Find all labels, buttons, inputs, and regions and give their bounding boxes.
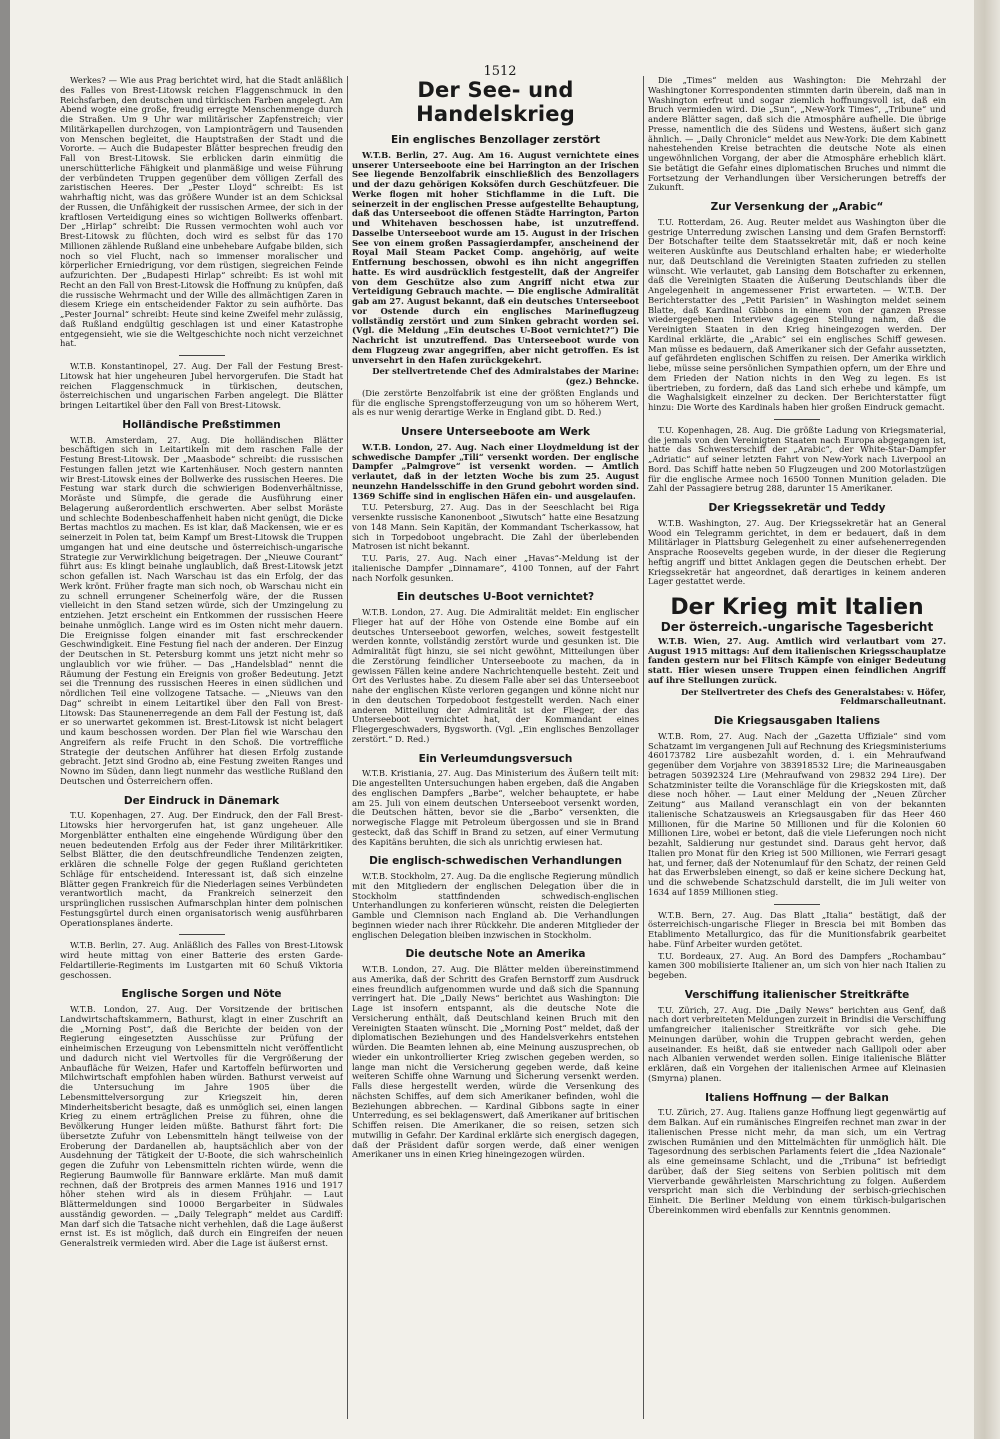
separator bbox=[774, 904, 820, 905]
section-title: Der See- und Handelskrieg bbox=[416, 78, 575, 126]
article-heading: Unsere Unterseeboote am Werk bbox=[400, 426, 591, 438]
column-rule bbox=[643, 76, 644, 1419]
article-heading: Zur Versenkung der „Arabic“ bbox=[710, 201, 884, 213]
article-heading: Ein englisches Benzollager zerstört bbox=[391, 134, 600, 146]
article-text: T.U. Zürich, 27. Aug. Italiens ganze Hoffnung liegt gegenwärtig auf dem Balkan. Auf ein rumänisches Eingreifen rechnet man zwar in der italienischen Presse nicht mehr, da man sich, um ein Vertrag zwischen Rumänien und den Mittelmächten für unmöglich hält. Die Tagesordnung des serbischen Parlaments feiert die „Idea Nazionale“ als eine gemeinsame Schlacht, und die „Tribuna“ ist befriedigt darüber, daß der Sieg seitens von Serbien politisch mit dem Vierverbande gewährleisten Marschrichtung zu folgen. Außerdem verspricht man sich die Verbindung der serbisch-griechischen Einheit. Die Berliner Meldung von einem türkisch-bulgarischen Übereinkommen wird ebenfalls zur Kenntnis genommen. bbox=[648, 1107, 946, 1215]
article-text: T.U. Paris, 27. Aug. Nach einer „Havas“-Meldung ist der italienische Dampfer „Dinnamare“, 4100 Tonnen, auf der Fahrt nach Norfolk gesunken. bbox=[352, 553, 639, 583]
column-left bbox=[60, 76, 343, 1427]
article-text: W.T.B. Kristiania, 27. Aug. Das Ministerium des Äußern teilt mit: Die angestellten Untersuchungen haben ergeben, daß die Angaben des englischen Dampfers „Barbe“, welcher behauptete, er habe am 25. Juli von einem deutschen Unterseeboot versenkt worden, die Deutschen hätten, bevor sie die „Barbo“ versenkten, die norwegische Flagge mit Petroleum übergossen und sie in Brand gesteckt, daß das Schiff in Brand zu setzen, auf einer Vermutung des Kapitäns beruhten, die sich als unrichtig erwiesen hat. bbox=[352, 768, 639, 847]
article-heading: Ein deutsches U-Boot vernichtet? bbox=[396, 591, 595, 604]
signature: Der Stellvertreter des Chefs des Generalstabes: v. Höfer, Feldmarschalleutnant. bbox=[680, 686, 946, 707]
section-title: Der Krieg mit Italien bbox=[670, 595, 924, 620]
article-text: Die „Times“ melden aus Washington: Die Mehrzahl der Washingtoner Korrespondenten stimmten darin überein, daß man in Washington erfreut und sogar ziemlich hoffnungsvoll ist, daß ein Bruch vermieden wird. Die „Sun“, „New-York Times“, „Tribune“ und andere Blätter sagen, daß sich die Atmosphäre aufhelle. Die übrige Presse, namentlich die des Südens und Westens, äußert sich ganz ähnlich. — „Daily Chronicle“ meldet aus New-York: Die dem Kabinett nahestehenden Kreise betrachten die deutsche Note als einen ungewöhnlichen Vorgang, der aber die Atmosphäre erheblich klärt. Sie betätigt die Gefahr eines diplomatischen Bruches und nimmt die Fortsetzung der Verhandlungen über Versicherungen betreffs der Zukunft. bbox=[648, 76, 946, 193]
article-text: W.T.B. Amsterdam, 27. Aug. Die holländischen Blätter beschäftigen sich in Leitartikeln mit dem raschen Falle der Festung Brest-Litowsk. Der „Maasbode“ schreibt: die russischen Festungen fallen jetzt wie Kartenhäuser. Noch gestern nannten wir Brest-Litowsk eines der Bollwerke des russischen Heeres. Die Festung war stark durch die schwierigen Bodenverhältnisse, Moräste und Sümpfe, die gerade die Ausführung einer Belagerung außerordentlich erschwerten. Aber selbst Moräste und schlechte Bodenbeschaffenheit haben nicht genügt, die Dicke Bertas machtlos zu machen. Es ist klar, daß Mackensen, wie er es seinerzeit in Polen tat, beim Kampf um Brest-Litowsk die Truppen umgangen hat und eine deutsche und österreichisch-ungarische Strategie zur Verwirklichung beigetragen. Der „Nieuwe Courant“ führt aus: Es klingt beinahe unglaublich, daß Brest-Litowsk jetzt schon gefallen ist. Nach Warschau ist das ein Erfolg, der das Werk krönt. Früher fragte man sich noch, ob Warschau nicht ein zu schnell errungener Scheinerfolg wäre, der die Russen vielleicht in den Stand setzen würde, sich der Umzingelung zu entziehen. Jetzt erscheint ein Entkommen der russischen Heere beinahe unmöglich. Lange wird es im Osten nicht mehr dauern. Die Ereignisse folgen einander mit fast erschreckender Geschwindigkeit. Eine Festung fiel nach der anderen. Der Einzug der Deutschen in St. Petersburg kommt uns jetzt nicht mehr so unglaublich vor wie früher. — Das „Handelsblad“ nennt die Räumung der Festung ein Ereignis von großer Bedeutung. Jetzt sei die Trennung des russischen Heeres in einen südlichen und nördlichen Teil eine vollzogene Tatsache. — „Nieuws van den Dag“ schreibt in einem Leitartikel über den Fall von Brest-Litowsk: Das Staunenerregende an dem Fall der Festung ist, daß er so unerwartet gekommen ist. Brest-Litowsk ist nicht belagert und kaum beschossen worden. Der Plan fiel wie Warschau den Angreifern als reife Frucht in den Schoß. Die vortreffliche Strategie der deutschen Anführer hat diesen Erfolg zustande gebracht. Jetzt sind Grodno ab, eine Festung zweiten Ranges und Nowno im Süden, dann liegt nunmehr das westliche Rußland den Deutschen und Österreichern offen. bbox=[60, 434, 343, 786]
scan-edge-left bbox=[0, 0, 10, 1439]
article-heading: Der Eindruck in Dänemark bbox=[123, 794, 280, 807]
separator bbox=[179, 934, 225, 935]
article-heading: Die englisch-schwedischen Verhandlungen bbox=[369, 855, 622, 868]
article-text: W.T.B. Berlin, 27. Aug. Am 16. August vernichtete eines unserer Unterseeboote eine bei Harrington an der Irischen See liegende Benzolfabrik einschließlich des Benzollagers und der dazu gehörigen Koksöfen durch Geschützfeuer. Die Werke flogen mit hoher Stichflamme in die Luft. Die seinerzeit in der englischen Presse aufgestellte Behauptung, daß das Unterseeboot die offenen Städte Harrington, Parton und Whitehaven beschossen habe, ist unzutreffend. Dasselbe Unterseeboot wurde am 15. August in der Irischen See von einem großen Passagierdampfer, anscheinend der Royal Mail Steam Packet Comp. angehörig, auf weite Entfernung beschossen, obwohl es ihn nicht angegriffen hatte. Es wird ausdrücklich festgestellt, daß der Angreifer von dem Geschütze also zum Angriff nicht etwa zur Verteidigung Gebrauch machte. — Die englische Admiralität gab am 27. August bekannt, daß ein deutsches Unterseeboot vor Ostende durch ein englisches Marineflugzeug vollständig zerstört und zum Sinken gebracht worden sei. (Vgl. die Meldung „Ein deutsches U-Boot vernichtet?“) Die Nachricht ist unzutreffend. Das Unterseeboot wurde von dem Flugzeug zwar angegriffen, aber nicht getroffen. Es ist unversehrt in den Hafen zurückgekehrt. bbox=[352, 149, 639, 365]
article-text: W.T.B. Washington, 27. Aug. Der Kriegssekretär hat an General Wood ein Telegramm gerichtet, in dem er bedauert, daß in dem Militärlager in Plattsburg Gelegenheit zu einer aufsehenerregenden Ansprache Roosevelts gegeben wurde, in der dieser die Regierung heftig angriff und bittet Anklagen gegen die Deutschen erhebt. Der Kriegssekretär hat angeordnet, daß derartiges in keinem anderen Lager gestattet werde. bbox=[648, 517, 946, 587]
article-heading: Englische Sorgen und Nöte bbox=[121, 988, 282, 1001]
article-text: T.U. Petersburg, 27. Aug. Das in der Seeschlacht bei Riga versenkte russische Kanonenboot „Siwutsch“ hatte eine Besatzung von 148 Mann. Sein Kapitän, der Kommandant Tscherkassow, hat sich in Torpedoboot ungebracht. Die Zahl der überlebenden Matrosen ist nicht bekannt. bbox=[352, 502, 639, 552]
article-heading: Verschiffung italienischer Streitkräfte bbox=[684, 988, 910, 1001]
article-text: Werkes? — Wie aus Prag berichtet wird, hat die Stadt anläßlich des Falles von Brest-Litowsk reichen Flaggenschmuck in den Reichsfarben, den deutschen und türkischen Farben angelegt. Am Abend wogte eine große, freudig erregte Menschenmenge durch die Straßen. Um 9 Uhr war militärischer Zapfenstreich; vier Militärkapellen durchzogen, von Lampionträgern und Tausenden von Menschen begleitet, die Hauptstraßen der Stadt und die Vororte. — Auch die Budapester Blätter besprechen freudig den Fall von Brest-Litowsk. Sie erblicken darin einmütig die unerschütterliche Fähigkeit und planmäßige und weise Führung der verbündeten Truppen gegenüber dem völligen Zerfall des zaristischen Heeres. Der „Pester Lloyd“ schreibt: Es ist wahrhaftig nicht, was das größere Wunder ist an dem Schicksal der Russen, die Unfähigkeit der russischen Armee, der sich in der kraftlosen Verteidigung eines so wichtigen Bollwerks offenbart. Der „Hirlap“ schreibt: Die Russen vermochten wohl auch vor Brest-Litowsk zu flüchten, doch wird es selbst für das 170 Millionen zählende Rußland eine unbehebare Aufgabe bilden, sich noch so viel Flucht, nach so immenser moralischer und körperlicher Erniedrigung, vor dem rüstigen, siegreichen Feinde aufzurichten. Der „Budapesti Hirlap“ schreibt: Es ist wohl mit Recht an den Fall von Brest-Litowsk die Hoffnung zu knüpfen, daß die russische Wehrmacht und der Wille des allmächtigen Zaren in diesem Kriege ein entscheidender Faktor zu sein aufhörte. Das „Pester Journal“ schreibt: Heute sind keine Zweifel mehr zulässig, daß Rußland endgültig geschlagen ist und einer Katastrophe entgegensieht, wie sie die Weltgeschichte noch nicht verzeichnet hat. bbox=[60, 76, 343, 349]
article-heading: Die deutsche Note an Amerika bbox=[405, 948, 586, 961]
signature: Der stellvertretende Chef des Admiralstabes der Marine: (gez.) Behncke. bbox=[372, 366, 639, 386]
article-text: W.T.B. Bern, 27. Aug. Das Blatt „Italia“ bestätigt, daß der österreichisch-ungarische Flieger in Brescia bei mit Bomben das Etablimento Metallurgico, das für die Munitionsfabrik gearbeitet habe. Fünf Arbeiter wurden getötet. bbox=[648, 909, 946, 949]
editor-note: (Die zerstörte Benzolfabrik ist eine der größten Englands und für die englische Sprengstofferzeugung von um so höherem Wert, als es nur wenig derartige Werke in England gibt. D. Red.) bbox=[352, 387, 639, 418]
article-text: W.T.B. Stockholm, 27. Aug. Da die englische Regierung mündlich mit den Mitgliedern der englischen Delegation über die in Stockholm stattfindenden schwedisch-englischen Unterhandlungen zu konferieren wünscht, reisten die Delegierten Gamble und Clemnison nach England ab. Die Verhandlungen beginnen wieder nach ihrer Rückkehr. Die anderen Mitglieder der englischen Delegation bleiben inzwischen in Stockholm. bbox=[352, 871, 639, 940]
article-text: W.T.B. Berlin, 27. Aug. Anläßlich des Falles von Brest-Litowsk wird heute mittag von einer Batterie des ersten Garde-Feldartillerie-Regiments im Lustgarten mit 60 Schuß Viktoria geschossen. bbox=[60, 940, 343, 980]
article-subheading: Der österreich.-ungarische Tagesbericht bbox=[660, 620, 934, 634]
article-text: W.T.B. London, 27. Aug. Die Blätter melden übereinstimmend aus Amerika, daß der Schritt des Grafen Bernstorff zum Ausdruck eines freundlich aufgenommen wurde und daß sich die Spannung verringert hat. Die „Daily News“ berichtet aus Washington: Die Lage ist insofern entspannt, als die deutsche Note die Versicherung enthält, daß Deutschland keinen Bruch mit den Vereinigten Staaten wünscht. Die „Morning Post“ meldet, daß der diplomatischen Beziehungen und des Handelsverkehrs entstehen würden. Die Beamten lehnen ab, eine Meinung auszusprechen, ob wieder ein unkontrollierter Krieg zwischen gegeben werden, so lange man nicht die Versicherung gegeben werde, daß keine weiteren Schiffe ohne Warnung und Sicherung versenkt werden. Falls diese hergestellt werden, würde die Versenkung des nächsten Schiffes, auf dem sich Amerikaner befinden, wohl die Beziehungen abbrechen. — Kardinal Gibbons sagte in einer Unterredung, es sei beklagenswert, daß Amerikaner auf britischen Schiffen reisen. Die Amerikaner, die so reisen, setzen sich mutwillig in Gefahr. Der Kardinal erklärte sich energisch dagegen, daß der Präsident dafür sorgen werde, daß einer wenigen Amerikaner uns in einen Krieg hineingezogen würden. bbox=[352, 964, 639, 1160]
article-text: W.T.B. Konstantinopel, 27. Aug. Der Fall der Festung Brest-Litowsk hat hier ungeheuren Jubel hervorgerufen. Die Stadt hat reichen Flaggenschmuck in türkischen, deutschen, österreichischen und ungarischen Farben angelegt. Die Blätter bringen Leitartikel über den Fall von Brest-Litowsk. bbox=[60, 361, 343, 410]
article-text: W.T.B. Rom, 27. Aug. Nach der „Gazetta Uffiziale“ sind vom Schatzamt im vergangenen Juli auf Rechnung des Kriegsministeriums 460173782 Lire ausbezahlt worden, d. i. ein Mehraufwand gegenüber dem Vorjahre von 383918532 Lire; die Marineausgaben betragen 50392324 Lire (Mehraufwand von 29832 294 Lire). Der Schatzminister teilte die Voranschläge für die Kriegskosten mit, daß diese noch höher. — Laut einer Meldung der „Neuen Zürcher Zeitung“ aus Mailand veranschlagt ein von der bekannten italienische Schatzausweis an Kriegsausgaben für das Heer 460 Millionen, für die Marine 50 Millionen und für die Kolonien 60 Millionen Lire, wobei er betont, daß die viele Lieferungen noch nicht bezahlt, Saldierung nur gestundet sind. Daraus geht hervor, daß Italien pro Monat für den Krieg ist 500 Millionen, wie Ferrari gesagt hat, und ferner, daß der Notenumlauf für den Schatz, der reinen Geld hat das Erwerbsleben einengt, so daß er keine sichere Deckung hat, und die schwebende Schatzschuld darstellt, die im Juli weiter von 1634 auf 1859 Millionen stieg. bbox=[648, 730, 946, 897]
article-heading: Italiens Hoffnung — der Balkan bbox=[705, 1091, 889, 1104]
article-heading: Holländische Preßstimmen bbox=[122, 418, 281, 431]
article-text: W.T.B. Wien, 27. Aug. Amtlich wird verlautbart vom 27. August 1915 mittags: Auf dem italienischen Kriegsschauplatze fanden gestern nur bei Flitsch Kämpfe von einiger Bedeutung statt. Hier wiesen unsere Truppen einen feindlichen Angriff auf ihre Stellungen zurück. bbox=[648, 635, 946, 685]
column-rule bbox=[347, 76, 348, 1419]
column-right bbox=[648, 76, 946, 1427]
column-middle bbox=[352, 76, 639, 1427]
article-text: T.U. Kopenhagen, 27. Aug. Der Eindruck, den der Fall Brest-Litowsks hier hervorgerufen hat, ist ganz ungeheuer. Alle Morgenblätter enthalten eine eingehende Würdigung über den neuen bedeutenden Erfolg aus der Feder ihrer Militärkritiker. Selbst Blätter, die den deutschfreundliche Tendenzen zeigten, erklären die schnelle Folge der gegen Rußland gerichteten Schläge für entscheidend. Interessant ist, daß sich einzelne Blätter gegen Frankreich für die Niederlagen seines Verbündeten verantwortlich macht, da Frankreich seinerzeit den ursprünglichen russischen Aufmarschplan hinter dem polnischen Festungsgürtel durch einen organisatorisch wenig ausführbaren Operationsplanes änderte. bbox=[60, 810, 343, 928]
article-heading: Der Kriegssekretär und Teddy bbox=[708, 502, 886, 514]
article-heading: Die Kriegsausgaben Italiens bbox=[713, 715, 881, 727]
article-text: T.U. Zürich, 27. Aug. Die „Daily News“ berichten aus Genf, daß nach dort verbreiteten Meldungen zurzeit in Brindisi die Verschiffung umfangreicher italienischer Streitkräfte vor sich gehe. Die Meinungen darüber, wohin die Truppen gebracht werden, gehen auseinander. Es heißt, daß sie entweder nach Gallipoli oder aber nach Albanien verwendet werden sollen. Einige italienische Blätter erklären, daß ein Vorgehen der italienischen Armee auf Kleinasien (Smyrna) planen. bbox=[648, 1004, 946, 1083]
page-number: 1512 bbox=[483, 64, 517, 79]
article-text: W.T.B. London, 27. Aug. Nach einer Lloydmeldung ist der schwedische Dampfer „Tili“ versenkt worden. Der englische Dampfer „Palmgrove“ ist versenkt worden. — Amtlich verlautet, daß in der letzten Woche bis zum 25. August neunzehn Handelsschiffe in den Grund gebohrt worden sind. 1369 Schiffe sind in englischen Häfen ein- und ausgelaufen. bbox=[352, 441, 639, 501]
scan-edge-right bbox=[974, 0, 1000, 1439]
article-text: W.T.B. London, 27. Aug. Der Vorsitzende der britischen Landwirtschaftskammern, Bathurst, klagt in einer Zuschrift an die „Morning Post“, daß die Berichte der beiden von der Regierung eingesetzten Ausschüsse zur Prüfung der einheimischen Erzeugung von Lebensmitteln nicht veröffentlicht und dadurch nicht viel Wertvolles für die Vergrößerung der Anbaufläche für Weizen, Hafer und Kartoffeln befürworten und Milchwirtschaft empfohlen haben würden. Bathurst verweist auf die Untersuchung im Jahre 1905 über die Lebensmittelversorgung zur Kriegszeit hin, deren Minderheitsbericht besagte, daß es unmöglich sei, einen langen Krieg zu einem erträglichen Preise zu führen, ohne die Bevölkerung Hunger leiden müßte. Bathurst fährt fort: Die übersetzte Zufuhr von Lebensmitteln hängt teilweise von der Eroberung der Dardanellen ab, hauptsächlich aber von der Ausdehnung der Tätigkeit der U-Boote, die sich wahrscheinlich gegen die Zufuhr von Lebensmitteln richten würde, wenn die Regierung Baumwolle für Bannware erklärte. Man muß damit rechnen, daß der Brotpreis des armen Mannes 1916 und 1917 höher stehen wird als in diesem Frühjahr. — Laut Blättermeldungen sind 10000 Bergarbeiter in Südwales ausständig geworden. — „Daily Telegraph“ meldet aus Cardiff: Man darf sich die Tatsache nicht verhehlen, daß die Lage äußerst ernst ist. Es ist möglich, daß durch ein Eingreifen der neuen Generalstreik vermieden wird. Aber die Lage ist äußerst ernst. bbox=[60, 1004, 343, 1248]
separator bbox=[774, 419, 820, 420]
separator bbox=[179, 355, 225, 356]
article-text: W.T.B. London, 27. Aug. Die Admiralität meldet: Ein englischer Flieger hat auf der Höhe von Ostende eine Bombe auf ein deutsches Unterseeboot geworfen, welches, soweit festgestellt werden konnte, vollständig zerstört wurde und gesunken ist. Die Admiralität fügt hinzu, sie sei nicht gewöhnt, Mitteilungen über die Zerstörung feindlicher Unterseeboote zu machen, da in gewissen Fällen keine andere Nachrichtenquelle besteht. Zeit und Ort des Verlustes habe. Zu diesem Falle aber sei das Unterseeboot nahe der englischen Küste verloren gegangen und könne nicht nur in den deutschen Torpedoboot festgestellt werden. Nach einer anderen Mitteilung der Admiralität ist der Flieger, der das Unterseeboot vernichtet hat, der Kommandant eines Fliegergeschwaders, Bygsworth. (Vgl. „Ein englisches Benzollager zerstört.“ D. Red.) bbox=[352, 607, 639, 744]
article-heading: Ein Verleumdungsversuch bbox=[418, 752, 573, 765]
article-text: T.U. Rotterdam, 26. Aug. Reuter meldet aus Washington über die gestrige Unterredung zwischen Lansing und dem Grafen Bernstorff: Der Botschafter teilte dem Staatssekretär mit, daß er noch keine weiteren Auskünfte aus Deutschland erhalten habe; er wiederholte nur, daß Deutschland die Vereinigten Staaten zufrieden zu stellen wünscht. Wie verlautet, gab Lansing dem Botschafter zu erkennen, daß die Vereinigten Staaten die Äußerung Deutschlands über die Angelegenheit in angemessener Frist erwarteten. — W.T.B. Der Berichterstatter des „Petit Parisien“ in Washington meldet seinem Blatte, daß Kardinal Gibbons in einem von der ganzen Presse wiedergegebenen Interview dagegen Stellung nahm, daß die Vereinigten Staaten in den Krieg hineingezogen werden. Der Kardinal erklärte, die „Arabic“ sei ein englisches Schiff gewesen. Man müsse es bedauern, daß Amerikaner sich der Gefahr aussetzten, auf gefährdeten englischen Schiffen zu reisen. Der Amerika wirklich liebe, müsse seine persönlichen Sympathien opfern, um der Ehre und dem Frieden der Nation nichts in den Weg zu legen. Es ist übertrieben, zu fordern, daß das Land sich erhebe und kämpfe, um die Waghalsigkeit einzelner zu decken. Der Berichterstatter fügt hinzu: Die Worte des Kardinals haben hier großen Eindruck gemacht. bbox=[648, 216, 946, 412]
article-text: T.U. Bordeaux, 27. Aug. An Bord des Dampfers „Rochambau“ kamen 300 mobilisierte Italiener an, um sich von hier nach Italien zu begeben. bbox=[648, 950, 946, 980]
article-text: T.U. Kopenhagen, 28. Aug. Die größte Ladung von Kriegsmaterial, die jemals von den Vereinigten Staaten nach Europa abgegangen ist, hatte das Schwesterschiff der „Arabic“, der White-Star-Dampfer „Adriatic“ auf seiner letzten Fahrt von New-York nach Liverpool an Bord. Das Schiff hatte neben 50 Flugzeugen und 200 Motorlastzügen für die englische Armee noch 16500 Tonnen Munition geladen. Die Zahl der Passagiere betrug 288, darunter 15 Amerikaner. bbox=[648, 424, 946, 494]
